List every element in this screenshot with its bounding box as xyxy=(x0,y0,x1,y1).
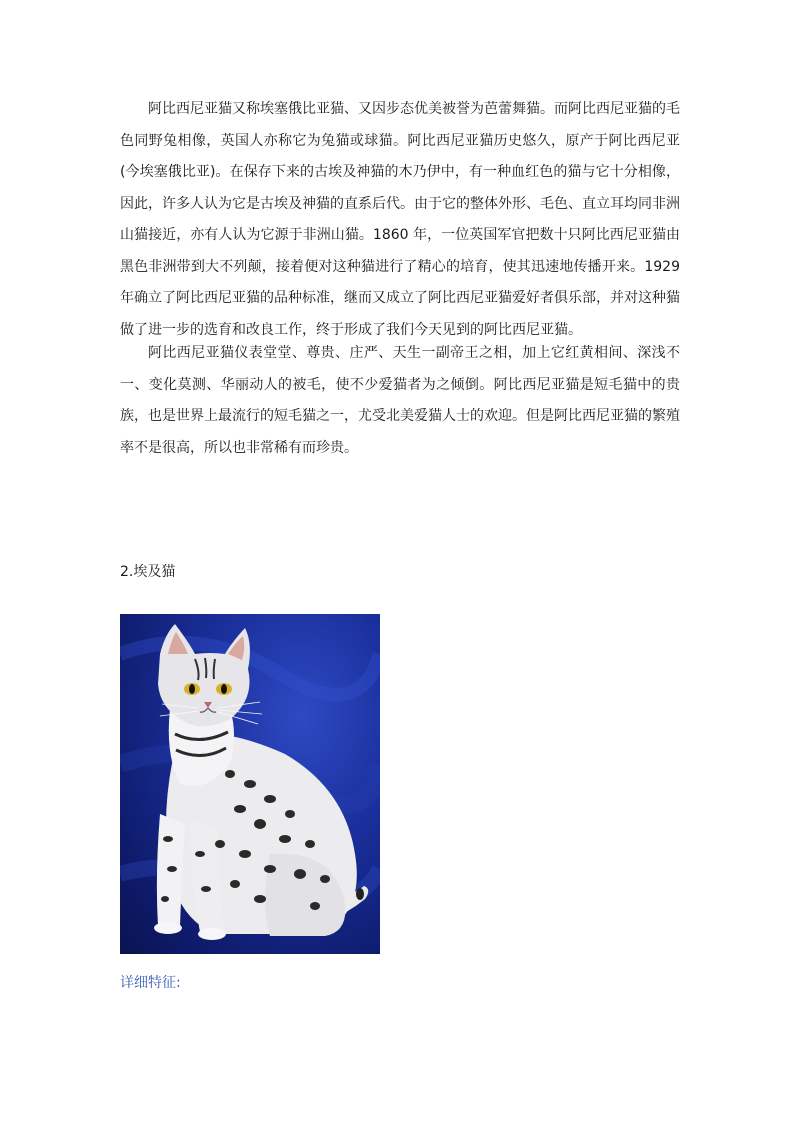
paragraph-abyssinian-appearance: 阿比西尼亚猫仪表堂堂、尊贵、庄严、天生一副帝王之相，加上它红黄相间、深浅不一、变化莫测、华丽动人的被毛，使不少爱猫者为之倾倒。阿比西尼亚猫是短毛猫中的贵族，也是世界上最流行的短毛猫之一，尤受北美爱猫人士的欢迎。但是阿比西尼亚猫的繁殖率不是很高，所以也非常稀有而珍贵。 xyxy=(120,345,680,456)
cat-illustration xyxy=(120,614,380,954)
section-heading-egyptian-mau: 2.埃及猫 xyxy=(120,564,176,580)
paragraph-abyssinian-history: 阿比西尼亚猫又称埃塞俄比亚猫、又因步态优美被誉为芭蕾舞猫。而阿比西尼亚猫的毛色同野兔相像，英国人亦称它为兔猫或球猫。阿比西尼亚猫历史悠久，原产于阿比西尼亚(今埃塞俄比亚)。在保存下来的古埃及神猫的木乃伊中，有一种血红色的猫与它十分相像，因此，许多人认为它是古埃及神猫的直系后代。由于它的整体外形、毛色、直立耳均同非洲山猫接近，亦有人认为它源于非洲山猫。1860 年，一位英国军官把数十只阿比西尼亚猫由黑色非洲带到大不列颠，接着便对这种猫进行了精心的培育，使其迅速地传播开来。1929 年确立了阿比西尼亚猫的品种标准，继而又成立了阿比西尼亚猫爱好者俱乐部，并对这种猫做了进一步的选育和改良工作，终于形成了我们今天见到的阿比西尼亚猫。 xyxy=(120,101,680,338)
egyptian-mau-photo xyxy=(120,614,380,954)
details-link[interactable]: 详细特征: xyxy=(120,975,181,991)
